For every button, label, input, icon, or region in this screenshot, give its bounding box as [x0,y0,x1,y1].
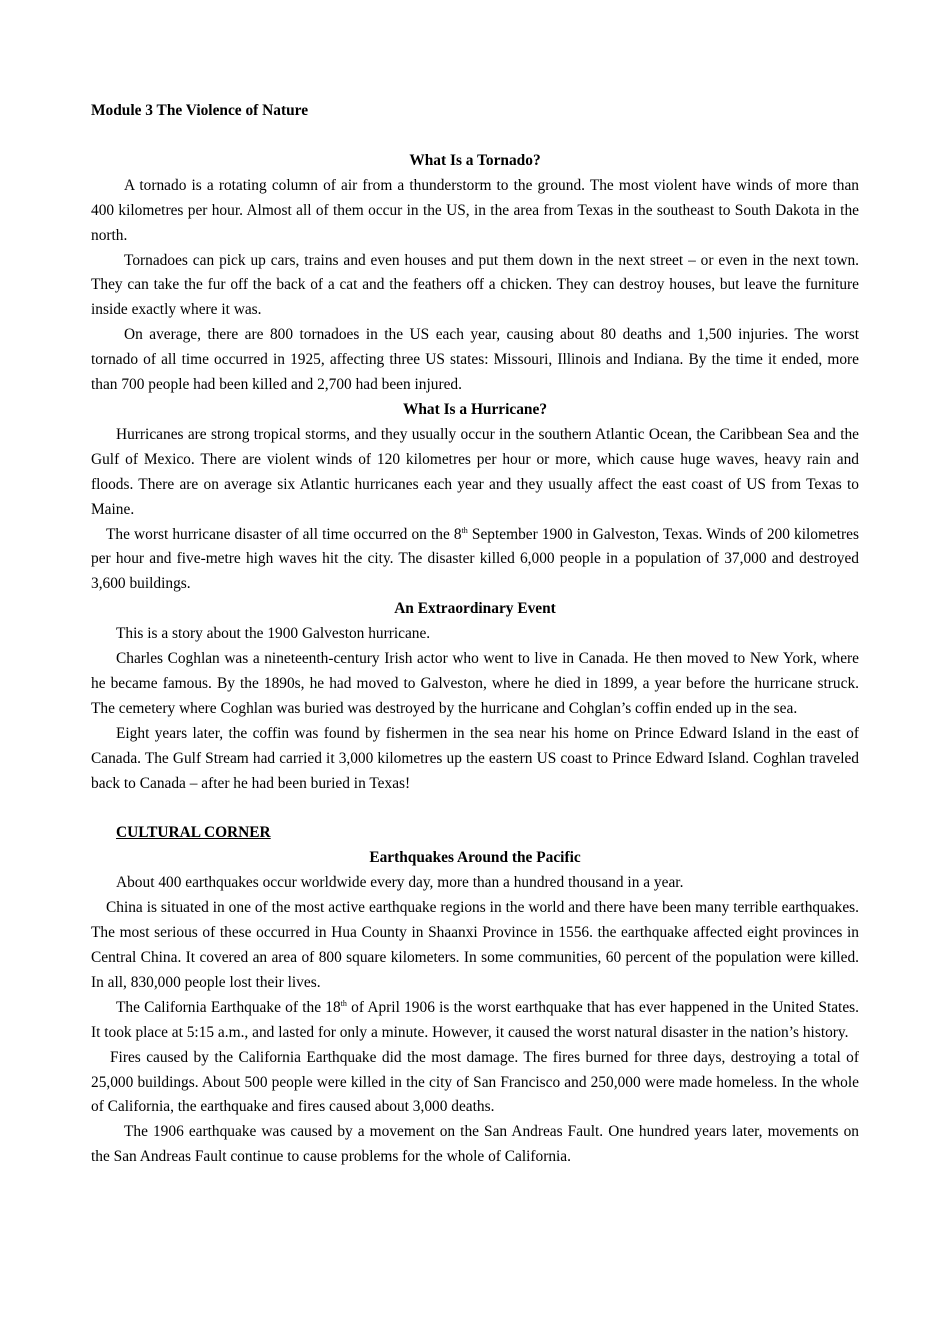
date-superscript: th [461,525,468,535]
hurricane-paragraph-1: Hurricanes are strong tropical storms, and they usually occur in the southern Atlantic Ocean, the Caribbean Sea and the Gulf of Mexico. There are violent winds of 120 kilometres per hour or more, which cause huge waves, heavy rain and floods. There are on average six Atlantic hurricanes each year and they usually affect the east coast of US from Texas to Maine. [91,425,859,518]
hurricane-paragraph-2 [91,523,859,598]
date-superscript: th [340,998,347,1008]
tornado-heading: What Is a Tornado? [409,151,541,169]
earthquake-paragraph-5: The 1906 earthquake was caused by a movement on the San Andreas Fault. One hundred years later, movements on the San Andreas Fault continue to cause problems for the whole of California. [91,1123,859,1166]
cultural-corner-label: CULTURAL CORNER [116,824,271,842]
earthquake-paragraph-3-end: of April 1906 is the worst earthquake that has ever happened in the United States. It took place at 5:15 a.m., and lasted for only a minute. However, it caused the worst natural disaster in the nation’s history. [91,998,859,1041]
tornado-paragraph-1: A tornado is a rotating column of air from a thunderstorm to the ground. The most violent have winds of more than 400 kilometres per hour. Almost all of them occur in the US, in the area from Texas in the southeast to South Dakota in the north. [91,176,859,244]
hurricane-paragraph-2-end: September 1900 in Galveston, Texas. Winds of 200 kilometres per hour and five-metre high waves hit the city. The disaster killed 6,000 people in a population of 37,000 and destroyed 3,600 buildings. [91,525,859,593]
hurricane-heading: What Is a Hurricane? [402,400,548,418]
earthquake-paragraph-3 [91,996,859,1046]
module-title: Module 3 The Violence of Nature [91,102,309,119]
event-paragraph-2: Charles Coghlan was a nineteenth-century Irish actor who went to live in Canada. He then moved to New York, where he became famous. By the 1890s, he had moved to Galveston, where he died in 1899, a year before the hurricane struck. The cemetery where Coghlan was buried was destroyed by the hurricane and Cohglan’s coffin ended up in the sea. [91,650,859,717]
section-spacer [91,796,859,821]
earthquake-paragraph-1: About 400 earthquakes occur worldwide every day, more than a hundred thousand in a year. [116,874,684,892]
earthquake-heading: Earthquakes Around the Pacific [369,849,581,867]
hurricane-paragraph-2-start: The worst hurricane disaster of all time occurred on the 8 [106,525,462,543]
document-page [91,99,859,1170]
event-paragraph-1: This is a story about the 1900 Galveston hurricane. [116,625,431,643]
tornado-paragraph-3: On average, there are 800 tornadoes in the US each year, causing about 80 deaths and 1,500 injuries. The worst tornado of all time occurred in 1925, affecting three US states: Missouri, Illinois and Indiana. By the time it ended, more than 700 people had been killed and 2,700 had been injured. [91,326,859,394]
earthquake-paragraph-3-start: The California Earthquake of the 18 [116,998,341,1016]
earthquake-paragraph-2: China is situated in one of the most active earthquake regions in the world and there have been many terrible earthquakes. The most serious of these occurred in Hua County in Shaanxi Province in 1556. the earthquake affected eight provinces in Central China. It covered an area of 800 square kilometers. In some communities, 60 percent of the population were killed. In all, 830,000 people lost their lives. [91,899,859,991]
earthquake-paragraph-4: Fires caused by the California Earthquake did the most damage. The fires burned for three days, destroying a total of 25,000 buildings. About 500 people were killed in the city of San Francisco and 250,000 were made homeless. In the whole of California, the earthquake and fires caused about 3,000 deaths. [91,1048,859,1116]
event-paragraph-3: Eight years later, the coffin was found by fishermen in the sea near his home on Prince Edward Island in the east of Canada. The Gulf Stream had carried it 3,000 kilometres up the eastern US coast to Prince Edward Island. Coghlan traveled back to Canada – after he had been buried in Texas! [91,724,859,792]
tornado-paragraph-2: Tornadoes can pick up cars, trains and even houses and put them down in the next street – or even in the next town. They can take the fur off the back of a cat and the feathers off a chicken. They can destroy houses, but leave the furniture inside exactly where it was. [91,251,859,319]
event-heading: An Extraordinary Event [394,600,556,618]
